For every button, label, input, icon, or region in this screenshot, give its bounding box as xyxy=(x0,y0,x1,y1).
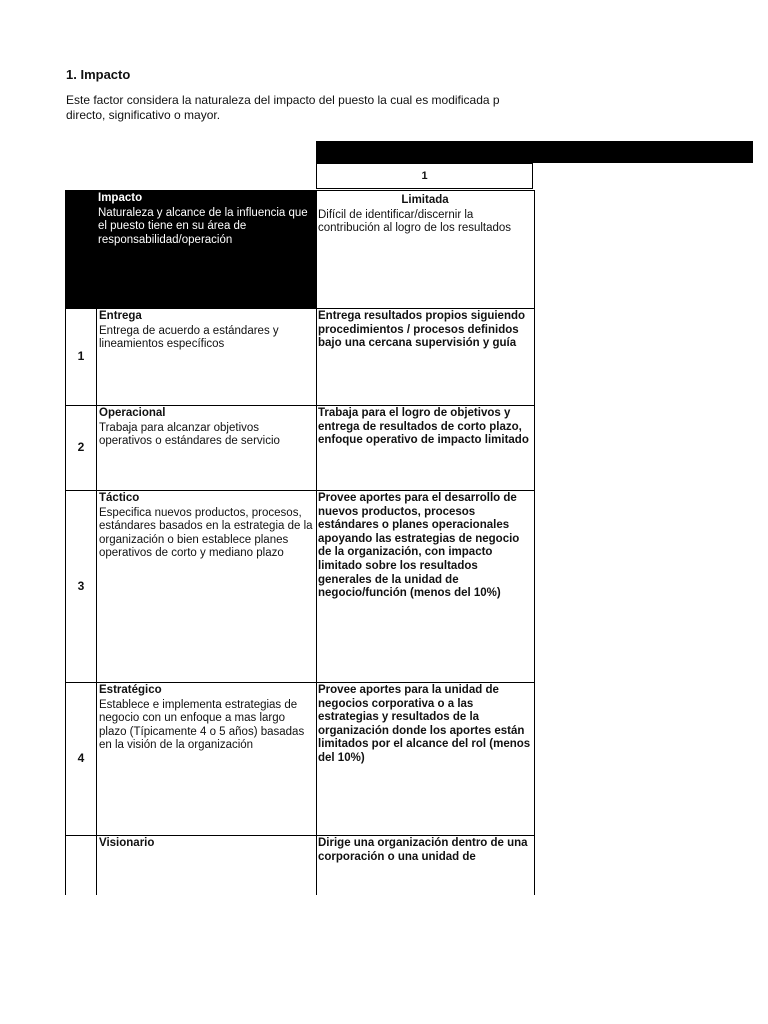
row-title: Táctico xyxy=(99,492,140,504)
row-description-cell xyxy=(96,308,316,405)
header-factor-cell xyxy=(96,190,316,308)
header-level-text: Difícil de identificar/discernir la contribución al logro de los resultados xyxy=(318,208,512,235)
header-corner-cell xyxy=(65,190,96,308)
row-limitada-text: Provee aportes para el desarrollo de nuevos productos, procesos estándares o planes operacionales apoyando las estrategias de negocio de la organización, con impacto limitado sobre los resultados generales de la unidad de negocio/función (menos del 10%) xyxy=(318,492,520,600)
header-level-title: Limitada xyxy=(401,194,449,206)
row-limitada-text: Entrega resultados propios siguiendo procedimientos / procesos definidos bajo una cercana supervisión y guía xyxy=(318,310,526,350)
row-description: Entrega de acuerdo a estándares y lineamientos específicos xyxy=(99,324,279,351)
row-number: 2 xyxy=(65,405,96,490)
row-title: Visionario xyxy=(99,837,155,849)
row-limitada-cell xyxy=(316,308,535,405)
row-number xyxy=(65,835,96,895)
row-description-cell xyxy=(96,835,316,895)
row-number: 3 xyxy=(65,490,96,682)
row-limitada-text: Dirige una organización dentro de una corporación o una unidad de xyxy=(318,837,528,863)
row-limitada-cell xyxy=(316,405,535,490)
row-limitada-text: Provee aportes para la unidad de negocios corporativa o a las estrategias y resultados de la organización donde los aportes están limitados por el alcance del rol (menos del 10%) xyxy=(318,684,531,764)
row-limitada-cell xyxy=(316,490,535,682)
row-title: Estratégico xyxy=(99,684,162,696)
header-factor-title: Impacto xyxy=(98,192,143,204)
row-number: 1 xyxy=(65,308,96,405)
column-number-cell: 1 xyxy=(316,163,533,189)
row-title: Operacional xyxy=(99,407,166,419)
row-limitada-cell xyxy=(316,682,535,835)
row-description: Trabaja para alcanzar objetivos operativos o estándares de servicio xyxy=(99,421,280,448)
header-factor-text: Naturaleza y alcance de la influencia que el puesto tiene en su área de responsabilidad/operación xyxy=(98,206,308,246)
row-description: Especifica nuevos productos, procesos, estándares basados en la estrategia de la organización o bien establece planes operativos de corto y mediano plazo xyxy=(99,506,313,560)
intro-line-2: directo, significativo o mayor. xyxy=(66,108,221,122)
intro-line-1: Este factor considera la naturaleza del impacto del puesto la cual es modificada p xyxy=(66,93,500,107)
row-limitada-text: Trabaja para el logro de objetivos y entrega de resultados de corto plazo, enfoque operativo de impacto limitado xyxy=(318,407,529,447)
header-bar xyxy=(316,141,753,163)
section-heading: 1. Impacto xyxy=(66,67,131,82)
row-description-cell xyxy=(96,405,316,490)
row-description-cell xyxy=(96,490,316,682)
row-description: Establece e implementa estrategias de negocio con un enfoque a mas largo plazo (Típicamente 4 o 5 años) basadas en la visión de la organización xyxy=(99,698,305,752)
intro-paragraph xyxy=(66,93,536,123)
impact-table xyxy=(65,190,535,863)
row-description-cell xyxy=(96,682,316,835)
row-limitada-cell xyxy=(316,835,535,895)
row-number: 4 xyxy=(65,682,96,835)
row-title: Entrega xyxy=(99,310,142,322)
header-level-cell xyxy=(316,190,535,308)
